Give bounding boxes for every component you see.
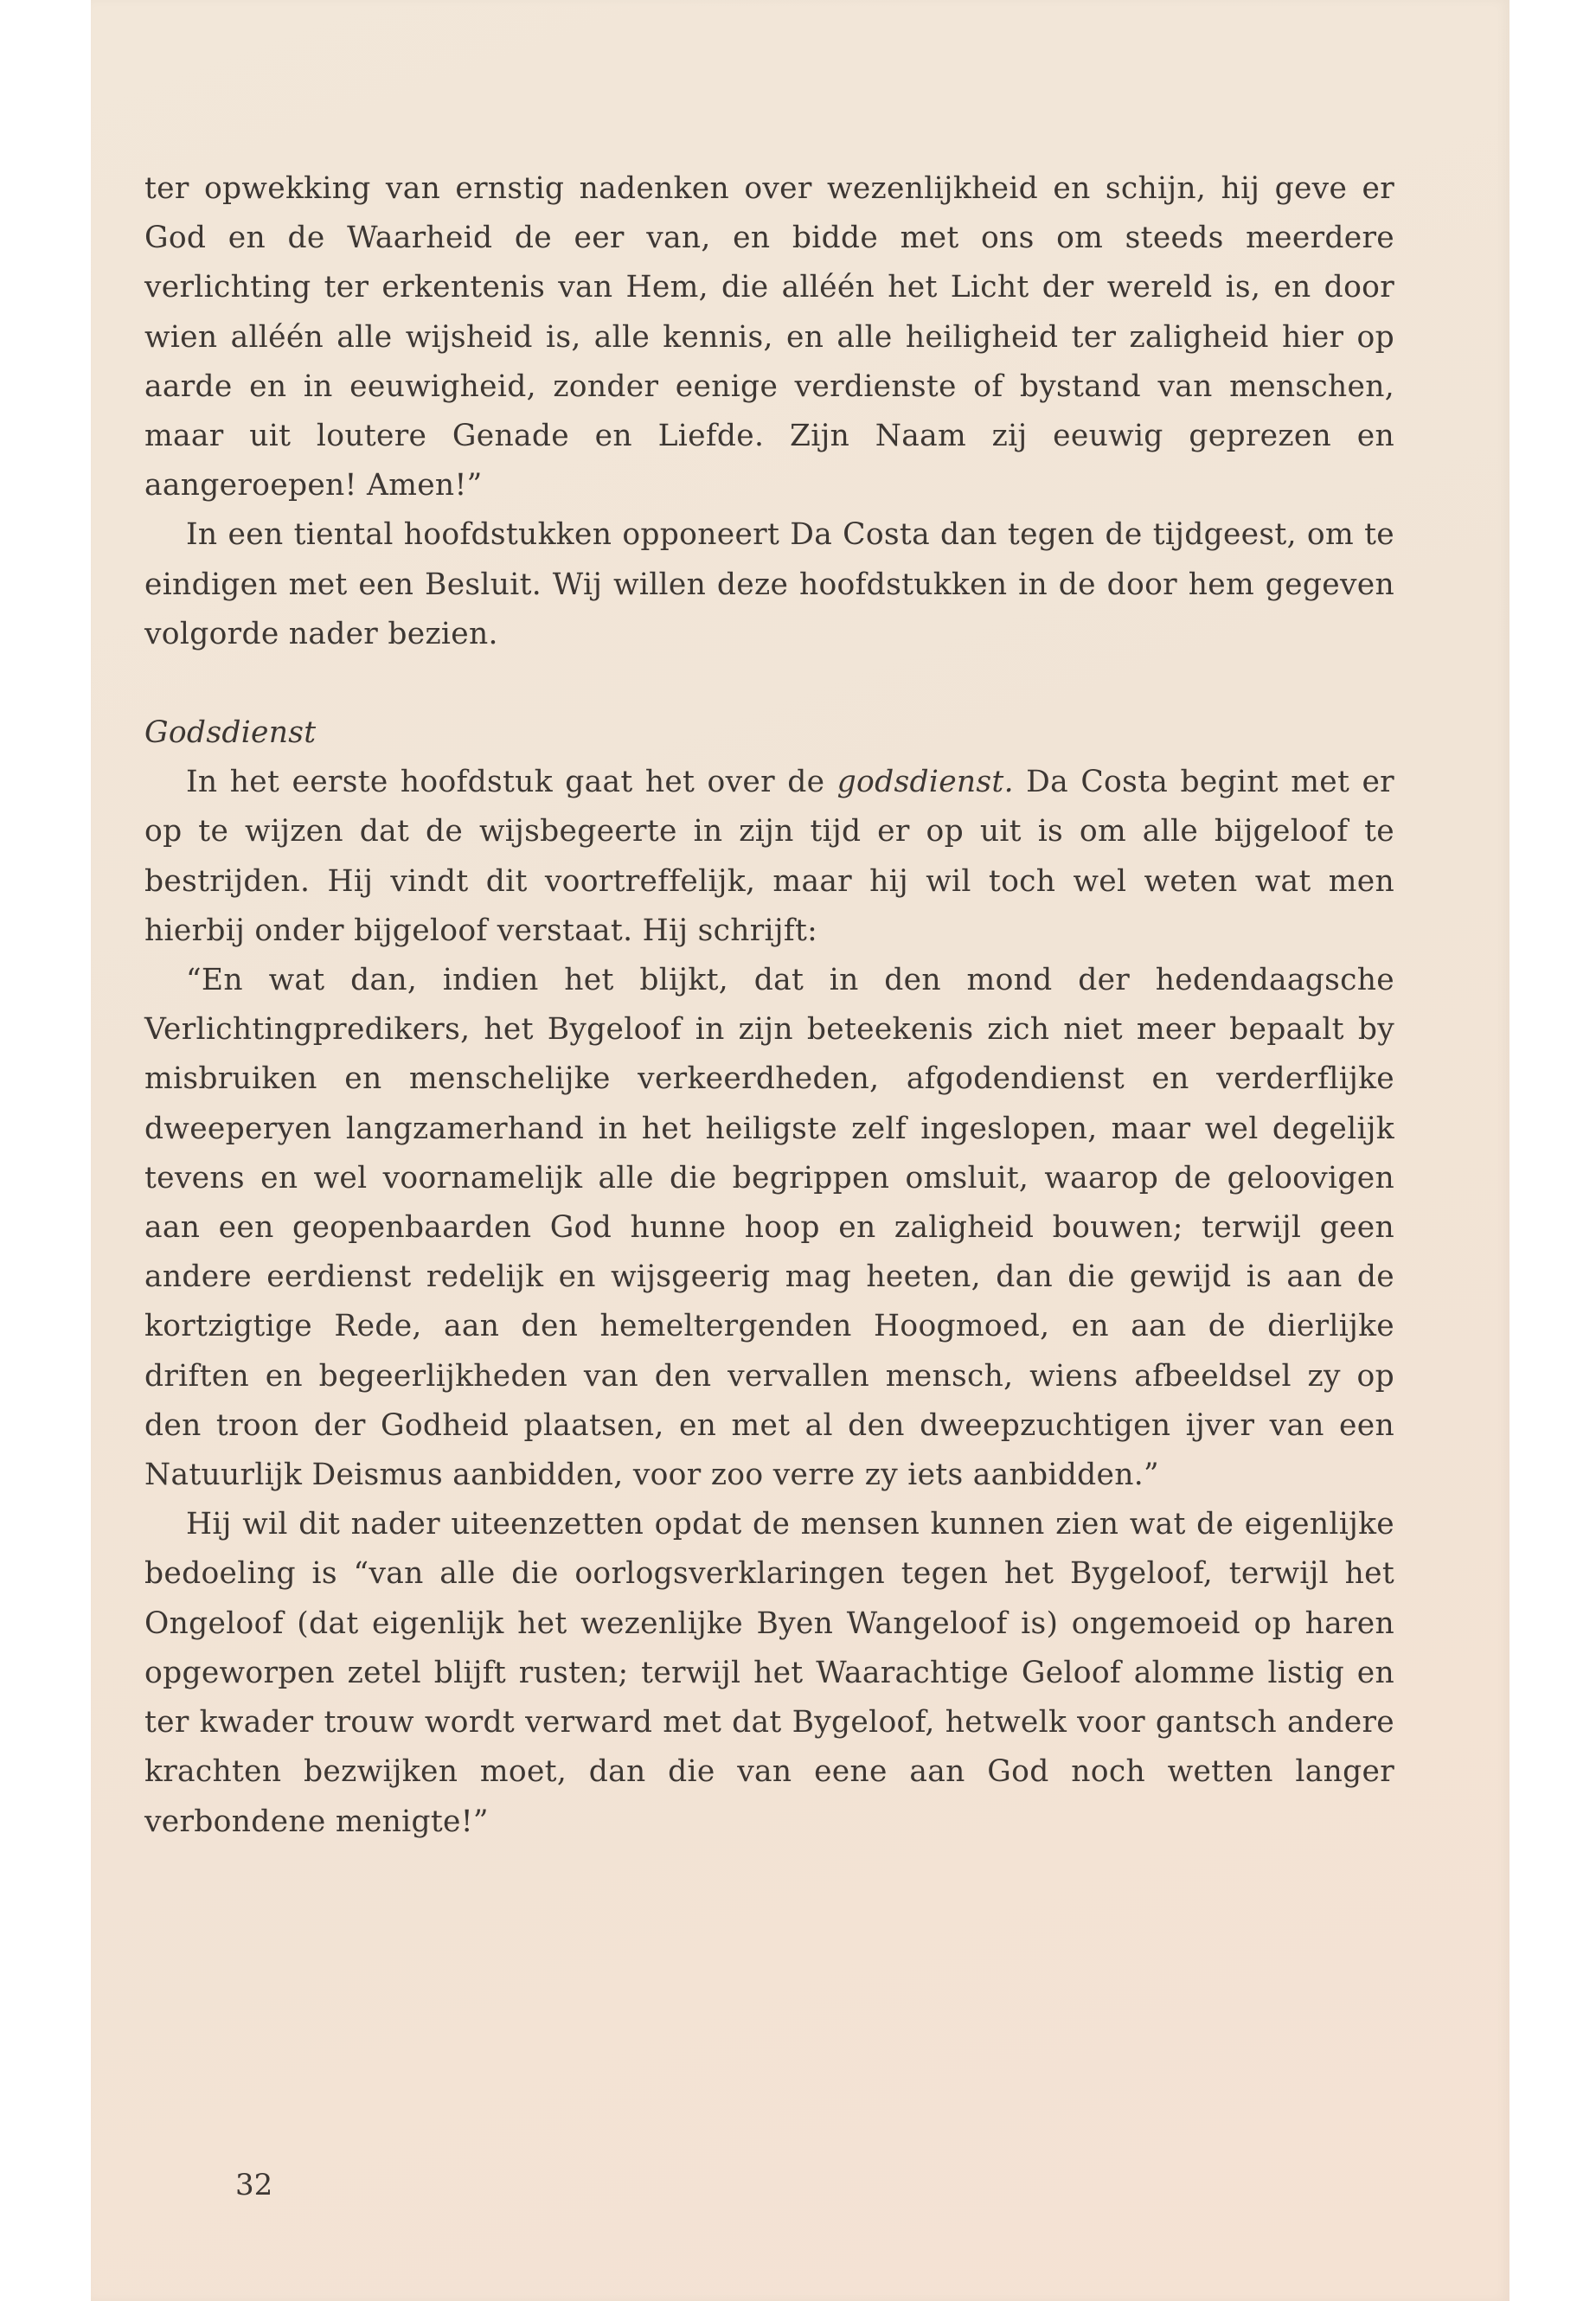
emphasis-godsdienst: godsdienst.: [836, 765, 1014, 800]
paragraph-2: In een tiental hoofdstukken opponeert Da Costa dan tegen de tijdgeest, om te eindigen met een Besluit. Wij willen deze hoofdstukken in de door hem gegeven volgorde nader bezien.: [144, 517, 1394, 651]
page-number: 32: [235, 2168, 273, 2202]
paragraph-1: ter opwekking van ernstig nadenken over wezenlijkheid en schijn, hij geve er God en de Waarheid de eer van, en bidde met ons om steeds meerdere verlichting ter erkentenis van Hem, die alléén het Licht der wereld is, en door wien alléén alle wijsheid is, alle kennis, en alle heiligheid ter zaligheid hier op aarde en in eeuwigheid, zonder eenige verdienste of bystand van menschen, maar uit loutere Genade en Liefde. Zijn Naam zij eeuwig geprezen en aangeroepen! Amen!”: [144, 171, 1394, 503]
paragraph-3-end: Da Costa begint met er op te wijzen dat de wijsbegeerte in zijn tijd er op uit is om alle bijgeloof te bestrijden. Hij vindt dit voortreffelijk, maar hij wil toch wel weten wat men hierbij onder bijgeloof verstaat. Hij schrijft:: [144, 765, 1394, 948]
body-text: [144, 164, 1394, 1847]
section-heading: Godsdienst: [144, 715, 317, 751]
paragraph-5: Hij wil dit nader uiteenzetten opdat de mensen kunnen zien wat de eigenlijke bedoeling is “van alle die oorlogsverklaringen tegen het Bygeloof, terwijl het Ongeloof (dat eigenlijk het wezenlijke Byen Wangeloof is) ongemoeid op haren opgeworpen zetel blijft rusten; terwijl het Waarachtige Geloof alomme listig en ter kwader trouw wordt verward met dat Bygeloof, hetwelk voor gantsch andere krachten bezwijken moet, dan die van eene aan God noch wetten langer verbondene menigte!”: [144, 1507, 1394, 1839]
quotation-paragraph: “En wat dan, indien het blijkt, dat in den mond der hedendaagsche Verlichtingpredikers, het Bygeloof in zijn beteekenis zich niet meer bepaalt by misbruiken en menschelijke verkeerdheden, afgodendienst en verderflijke dweeperyen langzamerhand in het heiligste zelf ingeslopen, maar wel degelijk tevens en wel voornamelijk alle die begrippen omsluit, waarop de geloovigen aan een geopenbaarden God hunne hoop en zaligheid bouwen; terwijl geen andere eerdienst redelijk en wijsgeerig mag heeten, dan die gewijd is aan de kortzigtige Rede, aan den hemeltergenden Hoogmoed, en aan de dierlijke driften en begeerlijkheden van den vervallen mensch, wiens afbeeldsel zy op den troon der Godheid plaatsen, en met al den dweepzuchtigen ijver van een Natuurlijk Deismus aanbidden, voor zoo verre zy iets aanbidden.”: [144, 963, 1394, 1493]
paragraph-3-start: In het eerste hoofdstuk gaat het over de: [186, 765, 837, 800]
paragraph-3: [144, 758, 1394, 956]
